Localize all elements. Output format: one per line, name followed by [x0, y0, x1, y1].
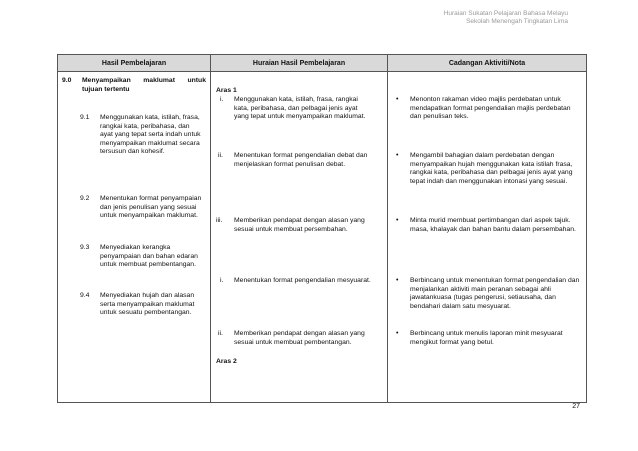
header-line-2: Sekolah Menengah Tingkatan Lima	[466, 18, 568, 25]
item-text: Berbincang untuk menentukan format pengendalian dan menjalankan aktiviti main peranan sebagai ahli jawatankuasa (tugas pengerusi, setiausaha, dan bendahari dalam satu mesyuarat.	[410, 277, 580, 310]
item-number: 9.1	[80, 114, 90, 121]
item-text: Menggunakan kata, istilah, frasa, rangkai kata, peribahasa, dan ayat yang tepat serta indah untuk menyampaikan maklumat secara tersusun dan kohesif.	[100, 114, 201, 156]
item-number: 9.4	[80, 292, 90, 299]
item-text: Menonton rakaman video majlis perdebatan untuk mendapatkan format pengendalian majlis perdebatan dan penulisan teks.	[410, 96, 571, 121]
item-number: i.	[220, 96, 224, 103]
item-text: Menggunakan kata, istilah, frasa, rangkai kata, peribahasa, dan pelbagai jenis ayat yang tepat untuk menyampaikan maklumat.	[234, 96, 366, 121]
item-text: Menentukan format pengendalian mesyuarat.	[234, 277, 371, 284]
bullet-icon: •	[396, 96, 399, 103]
table-row	[58, 72, 587, 403]
header-huraian: Huraian Hasil Pembelajaran	[211, 55, 388, 72]
document-header	[444, 10, 568, 26]
item-number: i.	[220, 277, 224, 284]
item-number: 9.2	[80, 195, 90, 202]
bullet-icon: •	[396, 277, 399, 284]
item-text: Mengambil bahagian dalam perdebatan dengan menyampaikan hujah menggunakan kata istilah frasa, rangkai kata, peribahasa dan pelbagai jenis ayat yang tepat indah dan menggunakan intonasi yang sesuai.	[410, 152, 573, 185]
item-text: Memberikan pendapat dengan alasan yang sesuai untuk membuat persembahan.	[234, 217, 365, 233]
aras-2-label: Aras 2	[216, 358, 237, 365]
item-text: Menentukan format penyampaian dan jenis penulisan yang sesuai untuk menyampaikan maklumat.	[100, 195, 202, 220]
header-hasil-pembelajaran: Hasil Pembelajaran	[58, 55, 211, 72]
table-header-row	[58, 55, 587, 72]
item-number: ii.	[218, 152, 223, 159]
curriculum-table	[57, 54, 587, 403]
header-cadangan: Cadangan Aktiviti/Nota	[388, 55, 587, 72]
bullet-icon: •	[396, 152, 399, 159]
huraian-cell	[211, 72, 388, 403]
aras-1-label: Aras 1	[216, 87, 237, 94]
hasil-cell	[58, 72, 211, 403]
bullet-icon: •	[396, 330, 399, 337]
item-text: Menentukan format pengendalian debat dan menjelaskan format penulisan debat.	[234, 152, 368, 168]
item-number: 9.3	[80, 244, 90, 251]
page-number: 27	[572, 403, 580, 410]
bullet-icon: •	[396, 217, 399, 224]
cadangan-cell	[388, 72, 587, 403]
item-text: Menyediakan kerangka penyampaian dan bahan edaran untuk membuat pembentangan.	[100, 244, 198, 269]
item-text: Memberikan pendapat dengan alasan yang sesuai untuk membuat pembentangan.	[234, 330, 365, 346]
item-text: Menyediakan hujah dan alasan serta menyampaikan maklumat untuk sesuatu pembentangan.	[100, 292, 195, 317]
item-text: Minta murid membuat pertimbangan dari aspek tajuk. masa, khalayak dan bahan bantu dalam persembahan.	[410, 217, 576, 233]
item-text: Berbincang untuk menulis laporan minit mesyuarat mengikut format yang betul.	[410, 330, 563, 346]
main-objective-text: Menyampaikan maklumat untuk tujuan tertentu	[82, 77, 206, 93]
main-objective-number: 9.0	[62, 77, 72, 84]
header-line-1: Huraian Sukatan Pelajaran Bahasa Melayu	[443, 10, 568, 17]
item-number: iii.	[216, 217, 223, 224]
item-number: ii.	[218, 330, 223, 337]
